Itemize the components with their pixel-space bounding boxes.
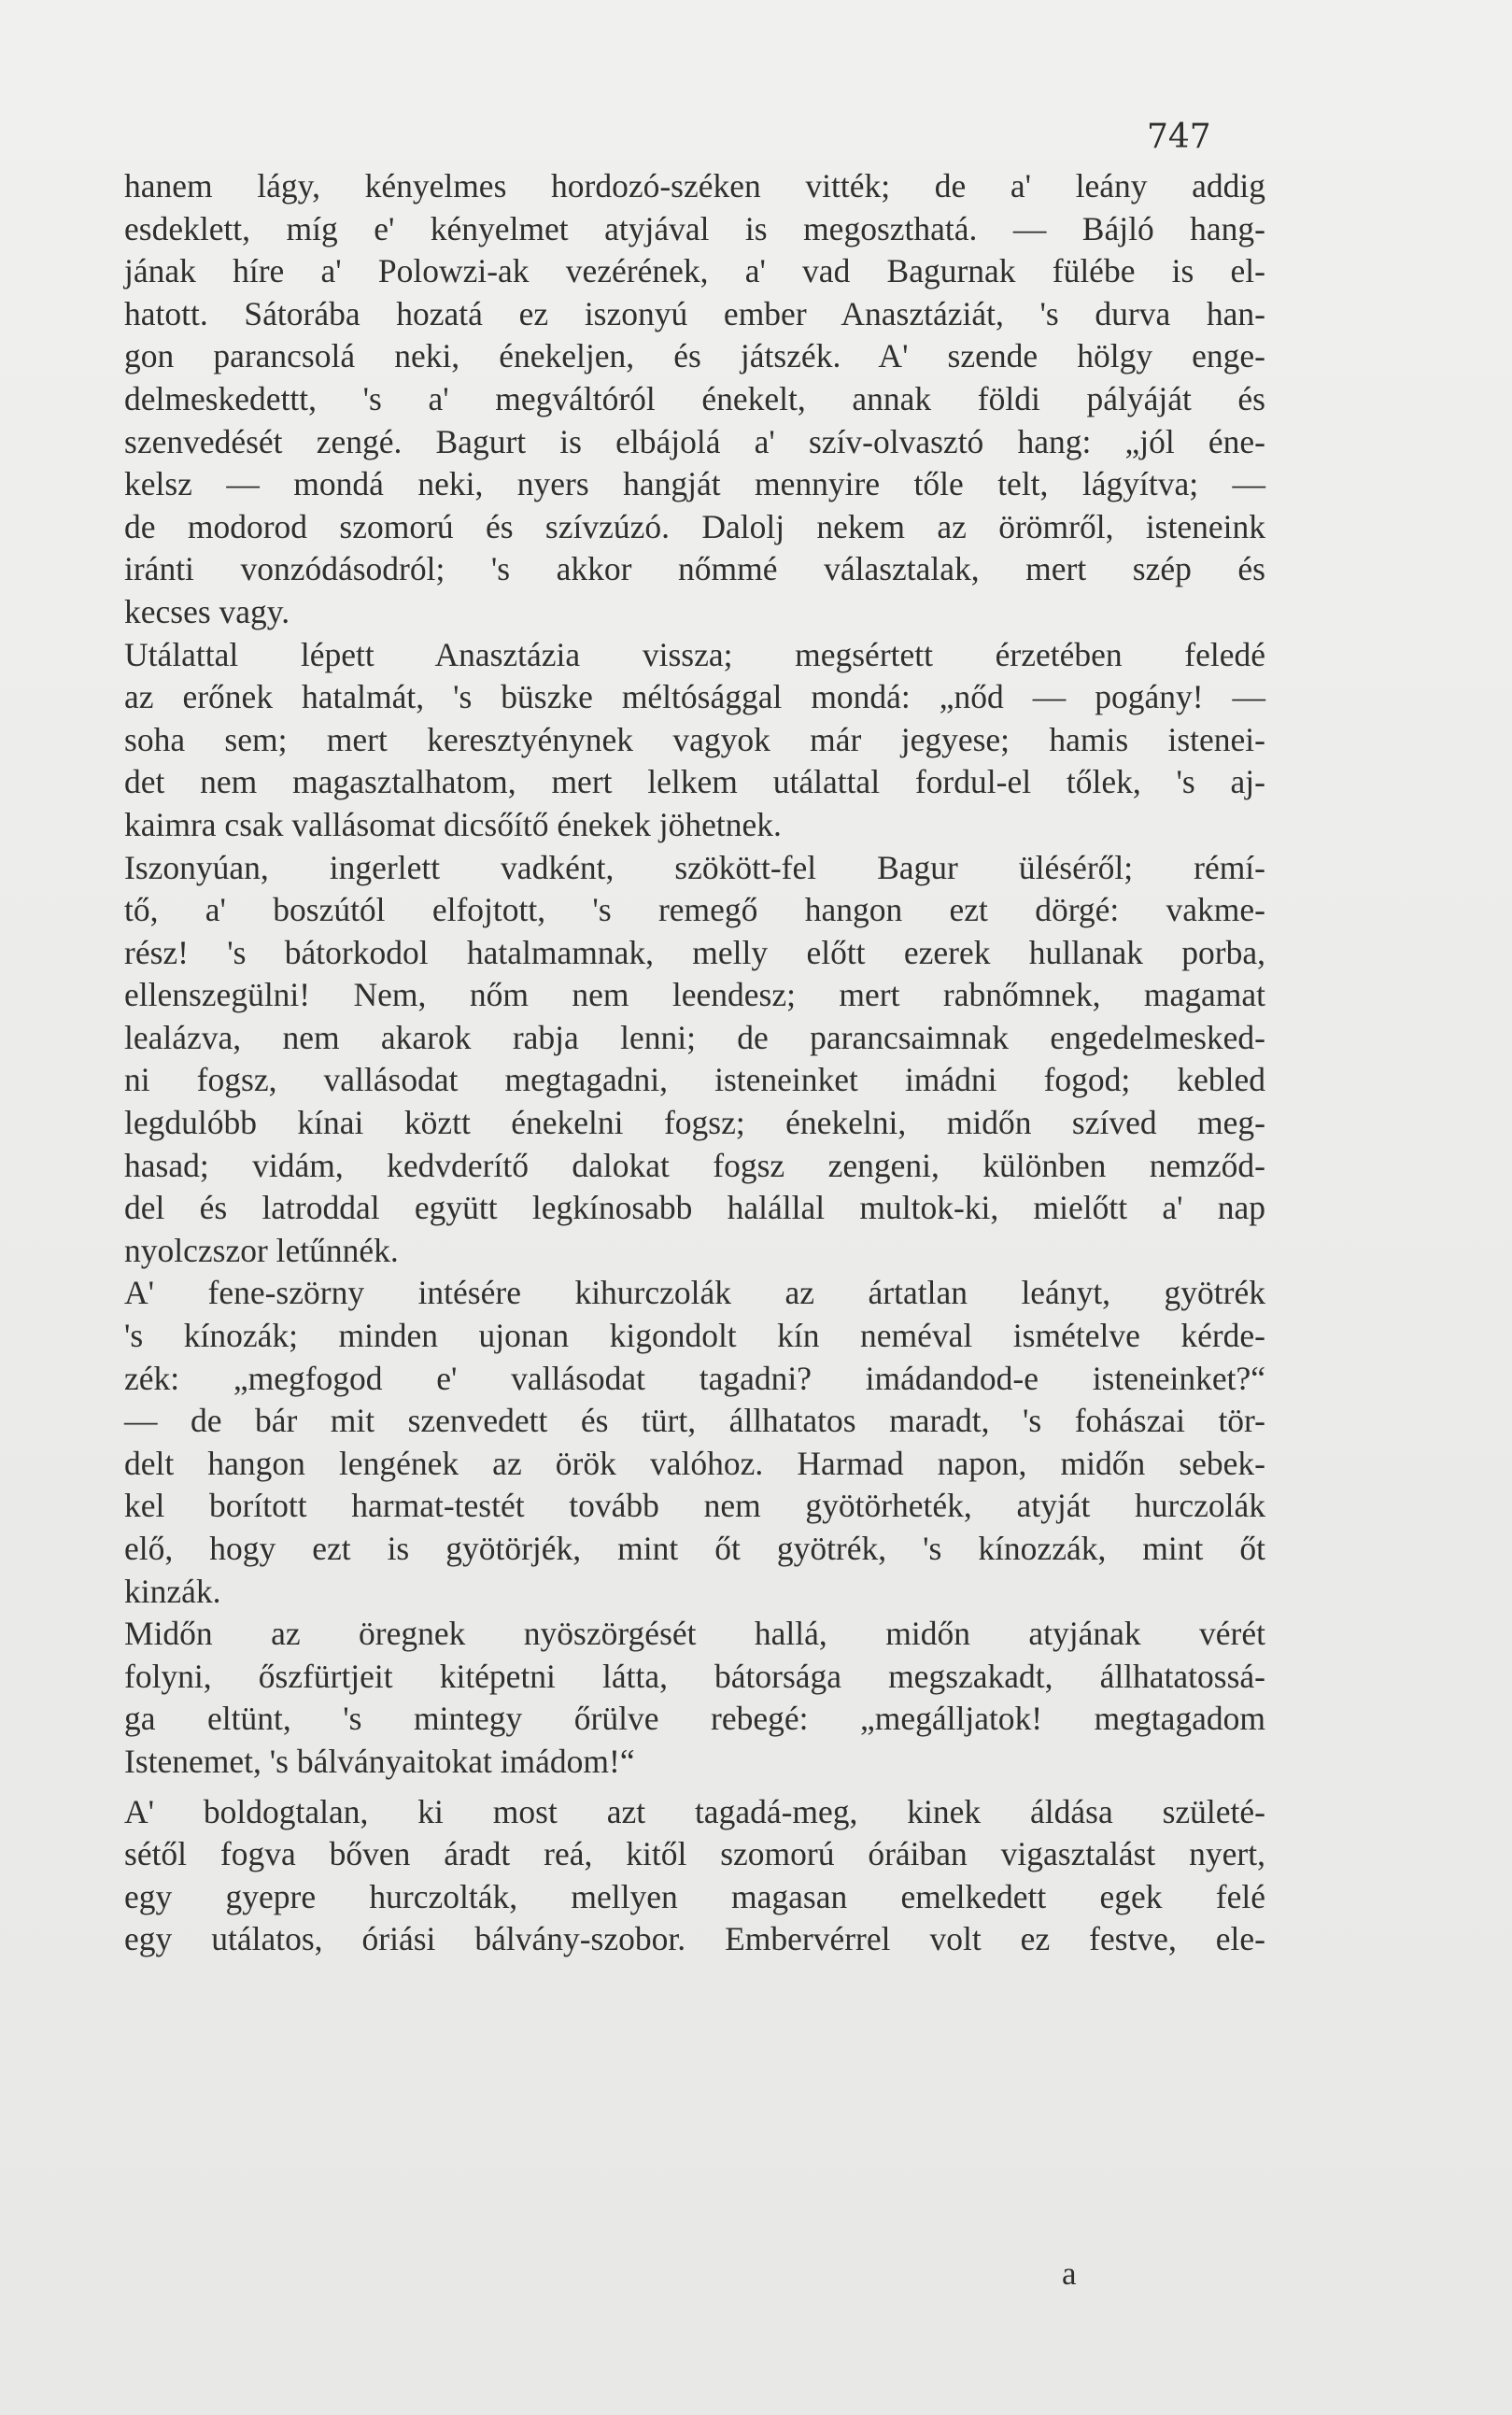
text-line: folyni, őszfürtjeit kitépetni látta, bátorsága megszakadt, állhatatossá- [124, 1657, 1265, 1695]
text-line: nyolczszor letűnnék. [124, 1231, 399, 1269]
text-line: Utálattal lépett Anasztázia vissza; megsértett érzetében feledé [124, 635, 1265, 673]
text-line: de modorod szomorú és szívzúzó. Dalolj nekem az örömről, isteneink [124, 507, 1265, 545]
text-line: 's kínozák; minden ujonan kigondolt kín neméval ismételve kérde- [124, 1317, 1265, 1355]
text-line: zék: „megfogod e' vallásodat tagadni? imádandod-e isteneinket?“ [124, 1359, 1265, 1397]
text-line: ga eltünt, 's mintegy őrülve rebegé: „megálljatok! megtagadom [124, 1700, 1265, 1738]
text-line: Istenemet, 's bálványaitokat imádom!“ [124, 1742, 635, 1780]
text-line: tő, a' boszútól elfojtott, 's remegő hangon ezt dörgé: vakme- [124, 891, 1265, 929]
text-line: az erőnek hatalmát, 's büszke méltósággal mondá: „nőd — pogány! — [124, 678, 1265, 716]
catchword: a [1062, 2255, 1077, 2292]
text-line: delmeskedettt, 's a' megváltóról énekelt, annak földi pályáját és [124, 379, 1265, 417]
text-line: kinzák. [124, 1572, 221, 1610]
text-line: lealázva, nem akarok rabja lenni; de parancsaimnak engedelmesked- [124, 1018, 1265, 1056]
text-line: Midőn az öregnek nyöszörgését hallá, midőn atyjának vérét [124, 1615, 1265, 1653]
text-line: egy utálatos, óriási bálvány-szobor. Embervérrel volt ez festve, ele- [124, 1920, 1265, 1958]
text-line: del és latroddal együtt legkínosabb halállal multok-ki, mielőtt a' nap [124, 1189, 1265, 1227]
text-line: kelsz — mondá neki, nyers hangját mennyire tőle telt, lágyítva; — [124, 465, 1265, 503]
text-line: gon parancsolá neki, énekeljen, és játszék. A' szende hölgy enge- [124, 337, 1265, 375]
text-line: jának híre a' Polowzi-ak vezérének, a' vad Bagurnak fülébe is el- [124, 252, 1265, 290]
text-line: ni fogsz, vallásodat megtagadni, isteneinket imádni fogod; kebled [124, 1061, 1265, 1099]
text-line: hatott. Sátorába hozatá ez iszonyú ember Anasztáziát, 's durva han- [124, 294, 1265, 332]
text-line: egy gyepre hurczolták, mellyen magasan emelkedett egek felé [124, 1877, 1265, 1915]
text-line: det nem magasztalhatom, mert lelkem utálattal fordul-el tőlek, 's aj- [124, 763, 1265, 801]
text-line: A' boldogtalan, ki most azt tagadá-meg, kinek áldása születé- [124, 1792, 1265, 1830]
text-line: A' fene-szörny intésére kihurczolák az ártatlan leányt, gyötrék [124, 1274, 1265, 1312]
text-line: elő, hogy ezt is gyötörjék, mint őt gyötrék, 's kínozzák, mint őt [124, 1530, 1265, 1567]
text-line: esdeklett, míg e' kényelmet atyjával is megoszthatá. — Bájló hang- [124, 209, 1265, 247]
text-line: delt hangon lengének az örök valóhoz. Harmad napon, midőn sebek- [124, 1444, 1265, 1482]
text-line: szenvedését zengé. Bagurt is elbájolá a' szív-olvasztó hang: „jól éne- [124, 422, 1265, 460]
text-line: rész! 's bátorkodol hatalmamnak, melly előtt ezerek hullanak porba, [124, 933, 1265, 971]
text-line: iránti vonzódásodról; 's akkor nőmmé választalak, mert szép és [124, 550, 1265, 588]
text-line: — de bár mit szenvedett és türt, állhatatos maradt, 's fohászai tör- [124, 1402, 1265, 1440]
text-line: kecses vagy. [124, 592, 290, 630]
body-text [124, 165, 1265, 1961]
text-line: Iszonyúan, ingerlett vadként, szökött-fel Bagur üléséről; rémí- [124, 848, 1265, 886]
text-line: hasad; vidám, kedvderítő dalokat fogsz zengeni, különben nemződ- [124, 1146, 1265, 1184]
text-line: hanem lágy, kényelmes hordozó-széken vitték; de a' leány addig [124, 167, 1265, 205]
text-line: sétől fogva bőven áradt reá, kitől szomorú óráiban vigasztalást nyert, [124, 1835, 1265, 1873]
page-number: 747 [1147, 118, 1211, 156]
text-line: legdulóbb kínai köztt énekelni fogsz; énekelni, midőn szíved meg- [124, 1104, 1265, 1142]
text-line: kel borított harmat-testét tovább nem gyötörheték, atyját hurczolák [124, 1487, 1265, 1525]
text-line: kaimra csak vallásomat dicsőítő énekek jöhetnek. [124, 805, 782, 843]
text-line: soha sem; mert keresztyénynek vagyok már jegyese; hamis istenei- [124, 720, 1265, 758]
text-line: ellenszegülni! Nem, nőm nem leendesz; mert rabnőmnek, magamat [124, 976, 1265, 1014]
